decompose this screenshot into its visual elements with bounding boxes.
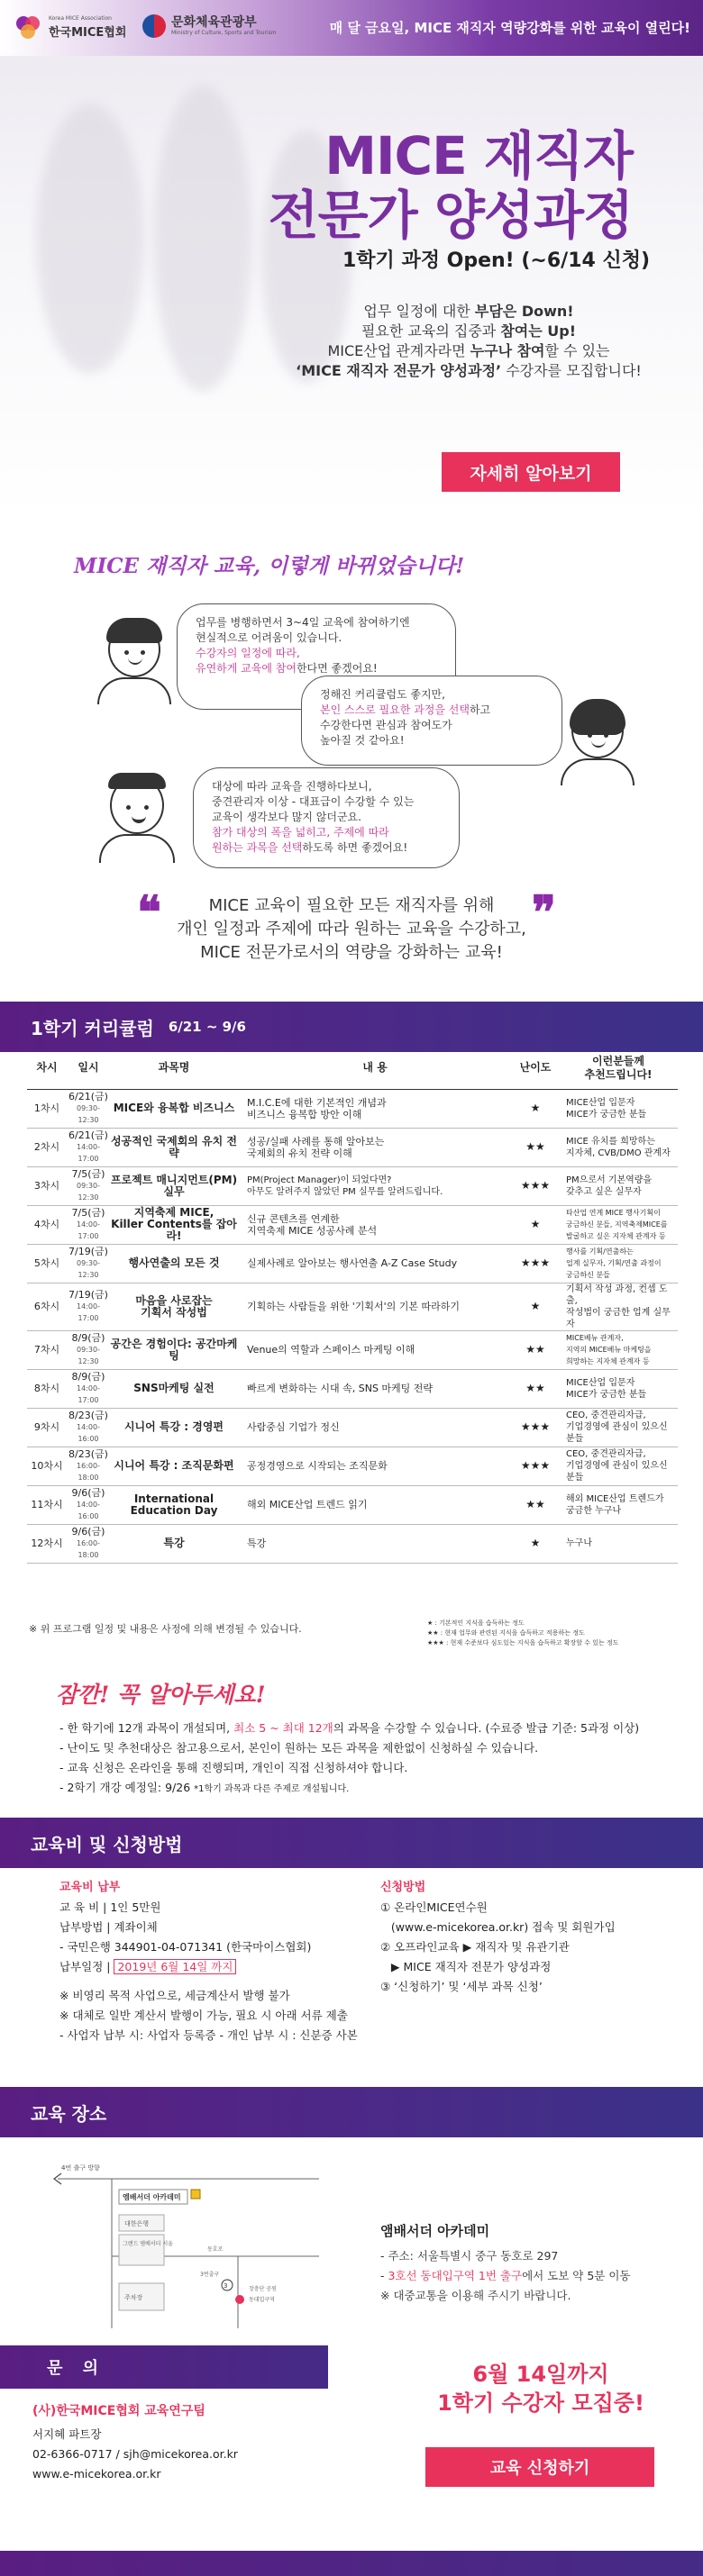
session-date <box>67 1205 110 1244</box>
session-level: ★ <box>512 1524 559 1563</box>
session-number: 4차시 <box>27 1205 67 1244</box>
man-avatar-icon <box>108 621 160 677</box>
deadline-highlight: 2019년 6월 14일 까지 <box>114 1959 236 1974</box>
bubble-text: 정해진 커리큘럼도 좋지만, <box>320 688 445 701</box>
session-number: 1차시 <box>27 1089 67 1128</box>
apply-method-block <box>380 1878 616 1997</box>
session-title: 마음을 사로잡는 기획서 작성법 <box>110 1283 238 1330</box>
man-body-icon <box>97 677 171 704</box>
top-tagline: 매 달 금요일, MICE 재직자 역량강화를 위한 교육이 열린다! <box>329 20 690 36</box>
quote-line: MICE 교육이 필요한 모든 재직자를 위해 <box>208 896 495 915</box>
hero-subtitle: 1학기 과정 Open! (~6/14 신청) <box>342 249 651 272</box>
session-day: 8/9(금) <box>71 1332 105 1344</box>
map-building-marker-icon <box>191 2190 200 2199</box>
must-know-item: - 교육 신청은 온라인을 통해 진행되며, 개인이 직접 신청하셔야 합니다. <box>59 1761 408 1774</box>
session-title: SNS마케팅 실전 <box>110 1369 238 1408</box>
bubble-text: 업무를 병행하면서 3~4일 교육에 참여하기엔 <box>196 616 410 629</box>
session-day: 6/21(금) <box>68 1091 108 1102</box>
desc-emphasis: 부담은 Down! <box>474 303 574 320</box>
quote-line: MICE 전문가로서의 역량을 강화하는 교육! <box>200 943 503 962</box>
session-target: MICE베뉴 관계자, 지역의 MICE베뉴 마케팅을 희망하는 지자체 관계자 등 <box>559 1330 678 1369</box>
curriculum-row <box>27 1089 678 1128</box>
session-time: 09:30-12:30 <box>77 1259 100 1279</box>
curriculum-row <box>27 1408 678 1447</box>
fee-header-bar <box>0 1818 703 1868</box>
bubble-text: 교육이 생각보다 많지 않더군요. <box>212 811 361 823</box>
session-target: 기획서 작성 과정, 컨셉 도출, 작성법이 궁금한 업계 실무자 <box>559 1283 678 1330</box>
hero-title-line2: 전문가 양성과정 <box>268 185 633 246</box>
curriculum-row <box>27 1166 678 1205</box>
session-level: ★★★ <box>512 1166 559 1205</box>
session-content: 해외 MICE산업 트렌드 읽기 <box>238 1485 512 1524</box>
curriculum-row <box>27 1330 678 1369</box>
map-label: 그랜드 앰배서더 서울 <box>123 2241 173 2247</box>
session-day: 8/9(금) <box>71 1371 105 1383</box>
session-content: PM(Project Manager)이 되었다면? 아무도 알려주지 않았던 PM 실무를 알려드립니다. <box>238 1166 512 1205</box>
bubble-highlight: 참가 대상의 폭을 넓히고, 주제에 따라 <box>212 826 389 839</box>
desc-text: 할 수 있는 <box>544 342 610 359</box>
contact-website[interactable]: www.e-micekorea.or.kr <box>32 2467 161 2481</box>
kmice-logo[interactable] <box>13 12 126 42</box>
session-time: 14:00-17:00 <box>77 1302 100 1322</box>
top-banner <box>0 0 703 56</box>
deadline-line: 6월 14일까지 <box>472 2362 609 2387</box>
woman-body-icon <box>561 758 635 785</box>
session-date <box>67 1166 110 1205</box>
difficulty-legend <box>427 1619 619 1648</box>
curriculum-header-row <box>27 1048 678 1089</box>
session-time: 16:00-18:00 <box>77 1539 100 1559</box>
session-level: ★★ <box>512 1330 559 1369</box>
session-title: 프로젝트 매니지먼트(PM) 실무 <box>110 1166 238 1205</box>
curriculum-row <box>27 1524 678 1563</box>
session-number: 5차시 <box>27 1244 67 1283</box>
bubble-text: 한다면 좋겠어요! <box>296 662 378 675</box>
desc-text: MICE산업 관계자라면 <box>327 342 470 359</box>
kmice-logo-subtitle: Korea MICE Association <box>49 14 112 22</box>
session-target: 해외 MICE산업 트렌드가 궁금한 누구나 <box>559 1485 678 1524</box>
session-target: CEO, 중견관리자급, 기업경영에 관심이 있으신 분들 <box>559 1447 678 1485</box>
session-number: 9차시 <box>27 1408 67 1447</box>
session-target: MICE 유치를 희망하는 지자체, CVB/DMO 관계자 <box>559 1128 678 1166</box>
map-label: 주차장 <box>124 2294 143 2301</box>
curriculum-table <box>27 1048 678 1564</box>
session-content: 성공/실패 사례를 통해 알아보는 국제회의 유치 전략 이해 <box>238 1128 512 1166</box>
session-content: 빠르게 변화하는 시대 속, SNS 마케팅 전략 <box>238 1369 512 1408</box>
session-date <box>67 1128 110 1166</box>
fee-line: 납부방법 | 계좌이체 <box>59 1920 158 1934</box>
apply-button[interactable]: 교육 신청하기 <box>425 2447 654 2487</box>
apply-step: ② 오프라인교육 ▶ 재직자 및 유관기관 <box>380 1940 570 1954</box>
contact-header-bar: 문 의 <box>0 2345 328 2389</box>
curriculum-period: 6/21 ~ 9/6 <box>168 1019 246 1035</box>
session-date <box>67 1524 110 1563</box>
curriculum-header-bar <box>0 1002 703 1052</box>
fee-line: 납부일정 | 2019년 6월 14일 까지 <box>59 1957 358 1977</box>
session-target: 타산업 연계 MICE 행사기획이 궁금하신 분들, 지역축제MICE를 발굴하고 싶은 지자체 관계자 등 <box>559 1205 678 1244</box>
session-level: ★ <box>512 1205 559 1244</box>
senior-man-body-icon <box>99 834 175 863</box>
fee-note: ※ 대체로 일반 계산서 발행이 가능, 필요 시 아래 서류 제출 <box>59 2009 348 2022</box>
deadline-line: 1학기 수강자 모집중! <box>437 2390 644 2416</box>
bubble-highlight: 수강자의 일정에 따라, <box>196 647 300 659</box>
bubble-highlight: 원하는 과목을 선택 <box>212 841 303 854</box>
session-number: 12차시 <box>27 1524 67 1563</box>
hero-description <box>270 302 667 381</box>
session-level: ★★ <box>512 1369 559 1408</box>
session-time: 14:00-16:00 <box>77 1501 100 1520</box>
session-number: 7차시 <box>27 1330 67 1369</box>
place-info <box>380 2221 631 2306</box>
session-day: 6/21(금) <box>68 1129 108 1141</box>
session-content: 신규 콘텐츠를 연계한 지역축제 MICE 성공사례 분석 <box>238 1205 512 1244</box>
fee-line: 교 육 비 | 1인 5만원 <box>59 1900 161 1914</box>
hero-title <box>269 126 633 245</box>
desc-emphasis: ‘MICE 재직자 전문가 양성과정’ <box>296 362 502 379</box>
map-label: 동대입구역 <box>249 2297 275 2303</box>
session-day: 7/19(금) <box>68 1246 108 1257</box>
hero-title-line1: MICE 재직자 <box>324 125 633 186</box>
place-title: 교육 장소 <box>31 2102 107 2125</box>
session-day: 9/6(금) <box>71 1487 105 1499</box>
must-know-item: - 한 학기에 12개 과목이 개설되며, 최소 5 ~ 최대 12개의 과목을 수강할 수 있습니다. (수료증 발급 기준: 5과정 이상) <box>59 1721 640 1735</box>
contact-person: 서지혜 파트장 <box>32 2427 102 2441</box>
session-content: 사람중심 기업가 정신 <box>238 1408 512 1447</box>
desc-text: 수강자를 모집합니다! <box>501 362 642 379</box>
session-date <box>67 1089 110 1128</box>
session-time: 16:00-18:00 <box>77 1462 100 1482</box>
curriculum-row <box>27 1128 678 1166</box>
venue-transit-note: ※ 대중교통을 이용해 주시기 바랍니다. <box>380 2289 571 2302</box>
bubble-highlight: 유연하게 교육에 참여 <box>196 662 297 675</box>
session-level: ★★★ <box>512 1408 559 1447</box>
session-time: 09:30-12:30 <box>77 1182 100 1202</box>
session-target: PM으로서 기본역량을 갖추고 싶은 실무자 <box>559 1166 678 1205</box>
session-number: 11차시 <box>27 1485 67 1524</box>
session-number: 6차시 <box>27 1283 67 1330</box>
session-level: ★ <box>512 1089 559 1128</box>
bubble-text: 높아질 것 같아요! <box>320 734 405 747</box>
session-content: 특강 <box>238 1524 512 1563</box>
curriculum-row <box>27 1283 678 1330</box>
session-level: ★★ <box>512 1485 559 1524</box>
session-date <box>67 1244 110 1283</box>
must-know-item: - 2학기 개강 예정일: 9/26 *1학기 과목과 다른 주제로 개설됩니다. <box>59 1781 350 1794</box>
place-header-bar <box>0 2087 703 2137</box>
open-quote-icon: ❝ <box>137 885 161 939</box>
hero-section <box>0 0 703 515</box>
ministry-emblem-icon <box>142 14 166 38</box>
session-time: 14:00-17:00 <box>77 1384 100 1404</box>
col-header: 내 용 <box>238 1048 512 1089</box>
session-target: MICE산업 입문자 MICE가 궁금한 분들 <box>559 1369 678 1408</box>
curriculum-row <box>27 1205 678 1244</box>
ministry-name: 문화체육관광부 <box>171 15 257 30</box>
col-header: 난이도 <box>512 1048 559 1089</box>
session-date <box>67 1369 110 1408</box>
session-date <box>67 1283 110 1330</box>
senior-man-avatar-icon <box>110 776 164 834</box>
session-level: ★★ <box>512 1128 559 1166</box>
session-title: 특강 <box>110 1524 238 1563</box>
session-title: 시니어 특강 : 조직문화편 <box>110 1447 238 1485</box>
session-date <box>67 1447 110 1485</box>
fee-payment-block <box>59 1878 358 2045</box>
deadline-banner <box>406 2360 676 2417</box>
session-day: 7/5(금) <box>71 1207 105 1219</box>
legend-line: ★★ : 현재 업무와 관련된 지식을 습득하고 적용하는 정도 <box>427 1629 585 1637</box>
col-header: 차시 <box>27 1048 67 1089</box>
kmice-logo-icon <box>13 12 43 42</box>
curriculum-body <box>27 1089 678 1563</box>
desc-emphasis: 참여는 Up! <box>500 322 577 340</box>
session-day: 7/5(금) <box>71 1168 105 1180</box>
close-quote-icon: ❞ <box>532 885 556 939</box>
desc-text: 필요한 교육의 집중과 <box>361 322 501 340</box>
session-content: 공정경영으로 시작되는 조직문화 <box>238 1447 512 1485</box>
session-target: 누구나 <box>559 1524 678 1563</box>
fee-note: ※ 비영리 목적 사업으로, 세금계산서 발행 불가 <box>59 1989 290 2002</box>
curriculum-row <box>27 1369 678 1408</box>
contact-info <box>32 2401 238 2484</box>
bubble-highlight: 본인 스스로 필요한 과정을 선택 <box>320 703 470 716</box>
session-number: 8차시 <box>27 1369 67 1408</box>
desc-emphasis: 누구나 참여 <box>470 342 545 359</box>
venue-address: - 주소: 서울특별시 중구 동호로 297 <box>380 2249 559 2263</box>
session-day: 7/19(금) <box>68 1289 108 1301</box>
change-section-title: MICE 재직자 교육, 이렇게 바뀌었습니다! <box>74 554 465 578</box>
session-day: 9/6(금) <box>71 1526 105 1537</box>
contact-phone-email[interactable]: 02-6366-0717 / sjh@micekorea.or.kr <box>32 2447 238 2461</box>
kmice-logo-name: 한국MICE협회 <box>49 25 127 40</box>
bubble-text: 현실적으로 어려움이 있습니다. <box>196 631 342 644</box>
session-level: ★★★ <box>512 1447 559 1485</box>
session-day: 8/23(금) <box>68 1448 108 1460</box>
session-target: 행사를 기획/연출하는 업계 실무자, 기획/연출 과정이 궁금하신 분들 <box>559 1244 678 1283</box>
must-know-item: - 난이도 및 추천대상은 참고용으로서, 본인이 원하는 모든 과목을 제한없이 신청하실 수 있습니다. <box>59 1741 539 1755</box>
session-number: 10차시 <box>27 1447 67 1485</box>
ministry-logo[interactable] <box>142 14 277 38</box>
map-label: 3번출구 <box>200 2272 220 2278</box>
fee-line: - 국민은행 344901-04-071341 (한국마이스협회) <box>59 1940 312 1954</box>
map-label: 동호로 <box>207 2246 224 2253</box>
apply-method-heading: 신청방법 <box>380 1881 426 1894</box>
svg-text:3: 3 <box>224 2282 228 2290</box>
session-time: 09:30-12:30 <box>77 1104 100 1124</box>
speech-bubble-3 <box>193 767 460 868</box>
apply-step: ③ ‘신청하기’ 및 ‘세부 과목 신청’ <box>380 1980 543 1993</box>
map-building-label: 엠배서더 아카데미 <box>123 2193 181 2201</box>
curriculum-row <box>27 1244 678 1283</box>
apply-step: ▶ MICE 재직자 전문가 양성과정 <box>380 1960 552 1973</box>
subway-station-icon <box>235 2295 244 2304</box>
curriculum-title: 1학기 커리큘럼 <box>31 1017 154 1039</box>
legend-line: ★ : 기본적인 지식을 습득하는 정도 <box>427 1619 525 1627</box>
session-number: 2차시 <box>27 1128 67 1166</box>
footer-bar <box>0 2551 703 2576</box>
fee-payment-heading: 교육비 납부 <box>59 1881 121 1894</box>
must-know-list <box>59 1719 639 1800</box>
speech-bubble-2 <box>301 676 562 766</box>
contact-org: (사)한국MICE협회 교육연구팀 <box>32 2404 205 2418</box>
venue-route: - 3호선 동대입구역 1번 출구에서 도보 약 5분 이동 <box>380 2269 631 2282</box>
session-date <box>67 1408 110 1447</box>
bubble-text: 하고 <box>469 703 491 716</box>
apply-step: ① 온라인MICE연수원 <box>380 1900 488 1914</box>
map-label: 장충단 공원 <box>249 2286 277 2292</box>
session-time: 14:00-17:00 <box>77 1143 100 1163</box>
bubble-text: 중견관리자 이상 - 대표급이 수강할 수 있는 <box>212 795 415 808</box>
session-level: ★★★ <box>512 1244 559 1283</box>
must-know-title: 잠깐! 꼭 알아두세요! <box>56 1682 266 1708</box>
location-map <box>49 2148 319 2337</box>
session-title: 공간은 경험이다: 공간마케팅 <box>110 1330 238 1369</box>
bubble-text: 수강한다면 관심과 참여도가 <box>320 719 452 731</box>
woman-avatar-icon <box>571 703 624 758</box>
quote-line: 개인 일정과 주제에 따라 원하는 교육을 수강하고, <box>177 920 526 939</box>
apply-step[interactable]: (www.e-micekorea.or.kr) 접속 및 회원가입 <box>380 1920 616 1934</box>
session-title: International Education Day <box>110 1485 238 1524</box>
curriculum-row <box>27 1485 678 1524</box>
session-level: ★ <box>512 1283 559 1330</box>
col-header: 이런분들께 추천드립니다! <box>559 1048 678 1089</box>
session-content: M.I.C.E에 대한 기본적인 개념과 비즈니스 융복합 방안 이해 <box>238 1089 512 1128</box>
col-header: 일시 <box>67 1048 110 1089</box>
fee-title: 교육비 및 신청방법 <box>31 1833 183 1855</box>
session-target: CEO, 중견관리자급, 기업경영에 관심이 있으신 분들 <box>559 1408 678 1447</box>
bubble-text: 대상에 따라 교육을 진행하다보니, <box>212 780 372 793</box>
session-time: 09:30-12:30 <box>77 1346 100 1365</box>
session-number: 3차시 <box>27 1166 67 1205</box>
bubble-text: 하도록 하면 좋겠어요! <box>302 841 408 854</box>
map-label: 대한은행 <box>124 2220 150 2227</box>
session-title: 시니어 특강 : 경영편 <box>110 1408 238 1447</box>
col-header: 과목명 <box>110 1048 238 1089</box>
session-day: 8/23(금) <box>68 1410 108 1421</box>
session-content: 기획하는 사람들을 위한 '기획서'의 기본 따라하기 <box>238 1283 512 1330</box>
session-title: MICE와 융복합 비즈니스 <box>110 1089 238 1128</box>
session-time: 14:00-16:00 <box>77 1423 100 1443</box>
schedule-note: ※ 위 프로그램 일정 및 내용은 사정에 의해 변경될 수 있습니다. <box>29 1623 302 1635</box>
venue-name: 앰배서더 아카데미 <box>380 2223 490 2239</box>
session-title: 행사연출의 모든 것 <box>110 1244 238 1283</box>
session-content: 실제사례로 알아보는 행사연출 A-Z Case Study <box>238 1244 512 1283</box>
desc-text: 업무 일정에 대한 <box>363 303 475 320</box>
session-target: MICE산업 입문자 MICE가 궁금한 분들 <box>559 1089 678 1128</box>
quote-block <box>0 894 703 965</box>
session-date <box>67 1485 110 1524</box>
session-date <box>67 1330 110 1369</box>
ministry-english-name: Ministry of Culture, Sports and Tourism <box>171 30 277 36</box>
learn-more-button[interactable]: 자세히 알아보기 <box>442 452 620 492</box>
fee-note: - 사업자 납부 시: 사업자 등록증 - 개인 납부 시 : 신분증 사본 <box>59 2028 358 2042</box>
session-content: Venue의 역할과 스페이스 마케팅 이해 <box>238 1330 512 1369</box>
session-title: 지역축제 MICE, Killer Contents를 잡아라! <box>111 1206 237 1242</box>
session-time: 14:00-17:00 <box>77 1220 100 1240</box>
curriculum-row <box>27 1447 678 1485</box>
legend-line: ★★★ : 현재 수준보다 심도있는 지식을 습득하고 확장할 수 있는 정도 <box>427 1639 619 1646</box>
hero-background-photo <box>0 50 361 464</box>
map-label: 4번 출구 방향 <box>61 2164 100 2172</box>
session-title: 성공적인 국제회의 유치 전략 <box>110 1128 238 1166</box>
